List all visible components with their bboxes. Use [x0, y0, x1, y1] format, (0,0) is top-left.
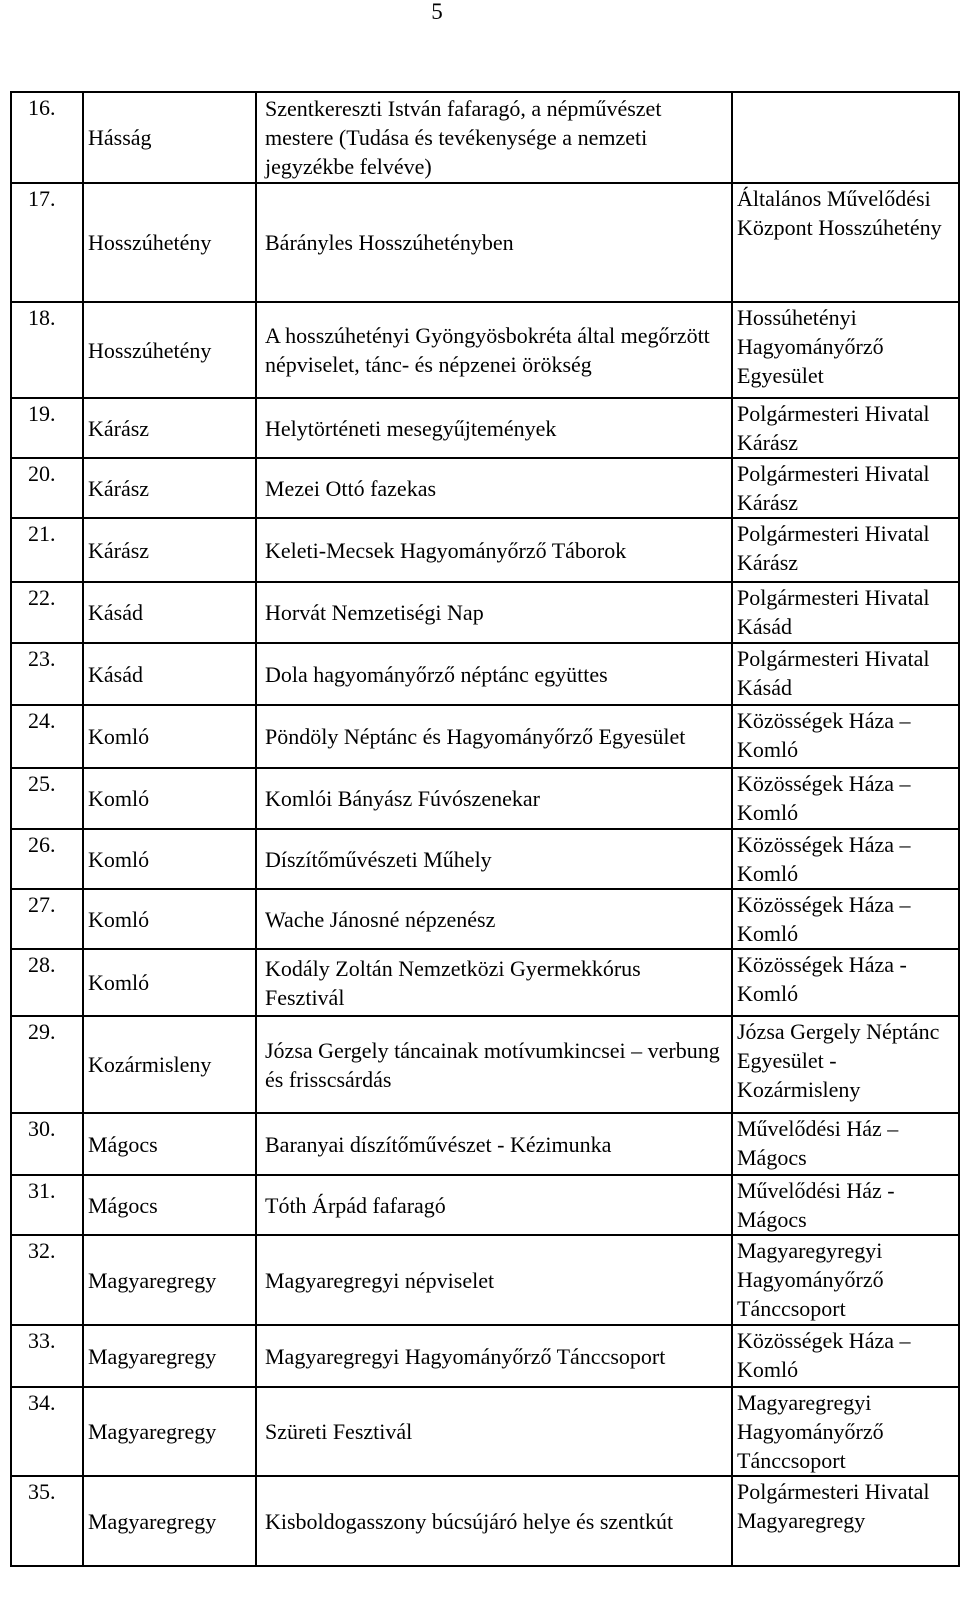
row-organization: Magyaregyregyi Hagyományőrző Tánccsoport	[732, 1235, 959, 1325]
row-organization: Polgármesteri Hivatal Kásád	[732, 582, 959, 643]
table-row	[11, 582, 959, 643]
row-organization: Közösségek Háza – Komló	[732, 889, 959, 949]
row-place: Komló	[83, 768, 256, 829]
row-place: Magyaregregy	[83, 1235, 256, 1325]
row-organization: Közösségek Háza – Komló	[732, 829, 959, 889]
row-item: Magyaregregyi Hagyományőrző Tánccsoport	[256, 1325, 732, 1387]
row-place: Kárász	[83, 458, 256, 518]
row-place: Kásád	[83, 643, 256, 705]
table-row	[11, 1476, 959, 1566]
row-organization: Polgármesteri Hivatal Kárász	[732, 398, 959, 458]
row-item: Horvát Nemzetiségi Nap	[256, 582, 732, 643]
row-organization: Magyaregregyi Hagyományőrző Tánccsoport	[732, 1387, 959, 1476]
row-place: Magyaregregy	[83, 1387, 256, 1476]
row-place: Kásád	[83, 582, 256, 643]
row-organization: Művelődési Ház – Mágocs	[732, 1113, 959, 1175]
row-place: Hosszúhetény	[83, 183, 256, 302]
table-row	[11, 1235, 959, 1325]
row-number: 24.	[11, 705, 83, 768]
row-number: 21.	[11, 518, 83, 582]
row-item: Wache Jánosné népzenész	[256, 889, 732, 949]
row-organization: Közösségek Háza - Komló	[732, 949, 959, 1016]
table-row	[11, 643, 959, 705]
row-number: 26.	[11, 829, 83, 889]
row-number: 17.	[11, 183, 83, 302]
row-item: Józsa Gergely táncainak motívumkincsei – verbung és frisscsárdás	[256, 1016, 732, 1113]
row-organization: Polgármesteri Hivatal Magyaregregy	[732, 1476, 959, 1566]
row-number: 31.	[11, 1175, 83, 1235]
row-item: Komlói Bányász Fúvószenekar	[256, 768, 732, 829]
row-number: 20.	[11, 458, 83, 518]
row-item: Szentkereszti István fafaragó, a népművészet mestere (Tudása és tevékenysége a nemzeti jegyzékbe felvéve)	[256, 92, 732, 183]
row-number: 25.	[11, 768, 83, 829]
row-organization: Művelődési Ház - Mágocs	[732, 1175, 959, 1235]
table-row	[11, 302, 959, 398]
row-place: Komló	[83, 829, 256, 889]
row-organization: Polgármesteri Hivatal Kárász	[732, 458, 959, 518]
row-item: Helytörténeti mesegyűjtemények	[256, 398, 732, 458]
table-row	[11, 1387, 959, 1476]
row-place: Mágocs	[83, 1113, 256, 1175]
row-item: Keleti-Mecsek Hagyományőrző Táborok	[256, 518, 732, 582]
row-organization	[732, 92, 959, 183]
table-row	[11, 705, 959, 768]
table-row	[11, 1113, 959, 1175]
row-number: 34.	[11, 1387, 83, 1476]
row-number: 29.	[11, 1016, 83, 1113]
table-row	[11, 829, 959, 889]
row-place: Komló	[83, 705, 256, 768]
heritage-register-table	[10, 91, 960, 1567]
row-place: Kárász	[83, 398, 256, 458]
row-item: Mezei Ottó fazekas	[256, 458, 732, 518]
table-row	[11, 518, 959, 582]
row-organization: Hossúhetényi Hagyományőrző Egyesület	[732, 302, 959, 398]
row-place: Hosszúhetény	[83, 302, 256, 398]
row-number: 27.	[11, 889, 83, 949]
row-item: Tóth Árpád fafaragó	[256, 1175, 732, 1235]
row-organization: Józsa Gergely Néptánc Egyesület - Kozármisleny	[732, 1016, 959, 1113]
row-item: Dola hagyományőrző néptánc együttes	[256, 643, 732, 705]
table-row	[11, 398, 959, 458]
table-row	[11, 1016, 959, 1113]
row-number: 30.	[11, 1113, 83, 1175]
row-organization: Általános Művelődési Központ Hosszúhetény	[732, 183, 959, 302]
row-number: 18.	[11, 302, 83, 398]
row-item: Bárányles Hosszúhetényben	[256, 183, 732, 302]
row-item: Kodály Zoltán Nemzetközi Gyermekkórus Fesztivál	[256, 949, 732, 1016]
table-row	[11, 768, 959, 829]
row-number: 22.	[11, 582, 83, 643]
row-number: 16.	[11, 92, 83, 183]
table-row	[11, 1175, 959, 1235]
row-place: Magyaregregy	[83, 1476, 256, 1566]
row-place: Komló	[83, 889, 256, 949]
row-item: Pöndöly Néptánc és Hagyományőrző Egyesület	[256, 705, 732, 768]
row-place: Komló	[83, 949, 256, 1016]
row-organization: Közösségek Háza – Komló	[732, 705, 959, 768]
row-place: Kozármisleny	[83, 1016, 256, 1113]
row-item: Baranyai díszítőművészet - Kézimunka	[256, 1113, 732, 1175]
row-organization: Polgármesteri Hivatal Kárász	[732, 518, 959, 582]
row-number: 23.	[11, 643, 83, 705]
table-row	[11, 92, 959, 183]
row-number: 35.	[11, 1476, 83, 1566]
row-number: 28.	[11, 949, 83, 1016]
row-item: A hosszúhetényi Gyöngyösbokréta által megőrzött népviselet, tánc- és népzenei örökség	[256, 302, 732, 398]
row-organization: Közösségek Háza – Komló	[732, 1325, 959, 1387]
row-item: Kisboldogasszony búcsújáró helye és szentkút	[256, 1476, 732, 1566]
row-place: Magyaregregy	[83, 1325, 256, 1387]
row-organization: Polgármesteri Hivatal Kásád	[732, 643, 959, 705]
row-number: 32.	[11, 1235, 83, 1325]
row-organization: Közösségek Háza – Komló	[732, 768, 959, 829]
row-place: Hásság	[83, 92, 256, 183]
row-place: Kárász	[83, 518, 256, 582]
row-item: Szüreti Fesztivál	[256, 1387, 732, 1476]
table-row	[11, 458, 959, 518]
page-number: 5	[431, 0, 443, 24]
table-row	[11, 889, 959, 949]
row-number: 19.	[11, 398, 83, 458]
row-number: 33.	[11, 1325, 83, 1387]
row-item: Magyaregregyi népviselet	[256, 1235, 732, 1325]
row-place: Mágocs	[83, 1175, 256, 1235]
table-row	[11, 1325, 959, 1387]
table-row	[11, 949, 959, 1016]
table-row	[11, 183, 959, 302]
row-item: Díszítőművészeti Műhely	[256, 829, 732, 889]
